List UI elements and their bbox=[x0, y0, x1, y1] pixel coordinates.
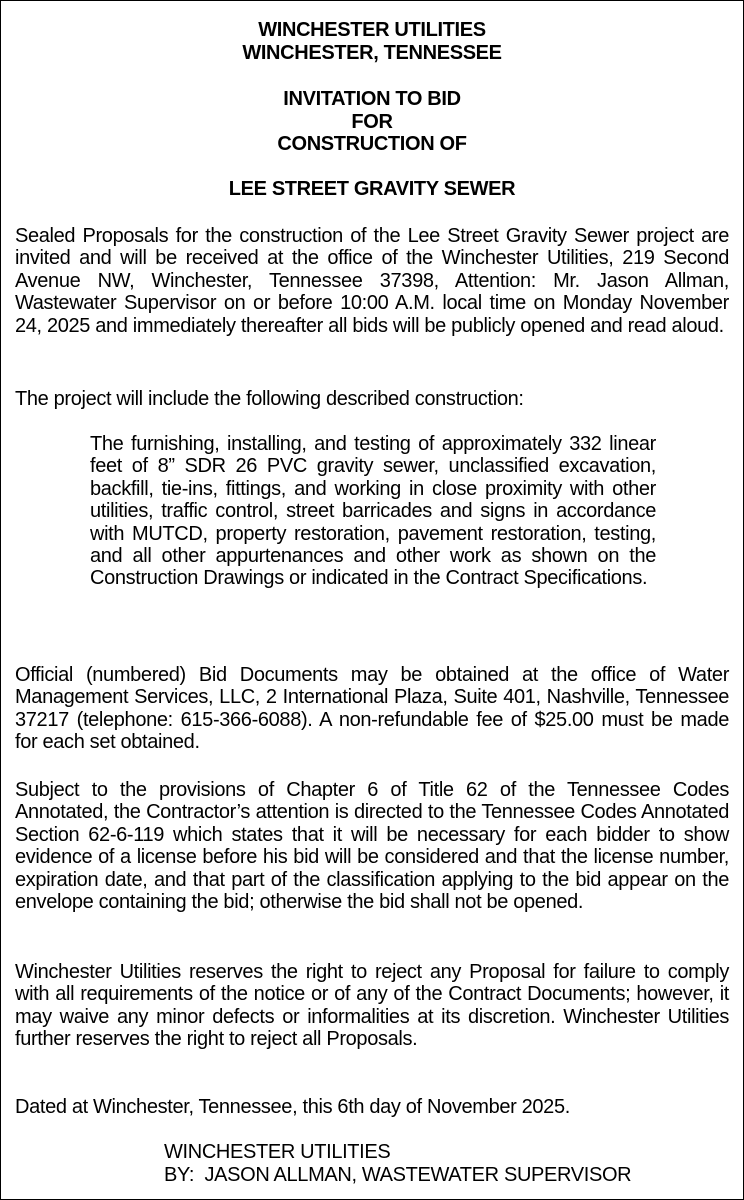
paragraph-project-intro: The project will include the following described construction: bbox=[15, 388, 524, 410]
project-title: LEE STREET GRAVITY SEWER bbox=[228, 178, 516, 200]
header-for: FOR bbox=[351, 111, 393, 133]
signature-name: JASON ALLMAN, WASTEWATER SUPERVISOR bbox=[204, 1164, 632, 1186]
header-construction-of: CONSTRUCTION OF bbox=[277, 133, 467, 155]
paragraph-bid-documents: Official (numbered) Bid Documents may be obtained at the office of Water Management Services, LLC, 2 International Plaza, Suite 401, Nashville, Tennessee 37217 (telephone: 615-366-6088). A non-refundable fee of $25.00 must be made for each set obtained. bbox=[15, 664, 729, 754]
paragraph-proposals: Sealed Proposals for the construction of the Lee Street Gravity Sewer project are invited and will be received at the office of the Winchester Utilities, 219 Second Avenue NW, Winchester, Tennessee 37398, Attention: Mr. Jason Allman, Wastewater Supervisor on or before 10:00 A.M. local time on Monday November 24, 2025 and immediately thereafter all bids will be publicly opened and read aloud. bbox=[15, 225, 729, 337]
paragraph-license-requirement: Subject to the provisions of Chapter 6 of Title 62 of the Tennessee Codes Annotated, the Contractor’s attention is directed to the Tennessee Codes Annotated Section 62-6-119 which states that it will be necessary for each bidder to show evidence of a license before his bid will be considered and that the license number, expiration date, and that part of the classification applying to the bid appear on the envelope containing the bid; otherwise the bid shall not be opened. bbox=[15, 779, 729, 914]
paragraph-reservation: Winchester Utilities reserves the right to reject any Proposal for failure to comply with all requirements of the notice or of any of the Contract Documents; however, it may waive any minor defects or informalities at its discretion. Winchester Utilities further reserves the right to reject all Proposals. bbox=[15, 961, 729, 1051]
header-org: WINCHESTER UTILITIES bbox=[258, 19, 486, 41]
paragraph-construction-scope: The furnishing, installing, and testing of approximately 332 linear feet of 8” SDR 26 PVC gravity sewer, unclassified excavation, backfill, tie-ins, fittings, and working in close proximity with other utilities, traffic control, street barricades and signs in accordance with MUTCD, property restoration, pavement restoration, testing, and all other appurtenances and other work as shown on the Construction Drawings or indicated in the Contract Specifications. bbox=[90, 433, 656, 590]
header-invite: INVITATION TO BID bbox=[283, 88, 461, 110]
header-location: WINCHESTER, TENNESSEE bbox=[242, 42, 502, 64]
signature-by-label: BY: bbox=[164, 1164, 195, 1186]
signature-org: WINCHESTER UTILITIES bbox=[164, 1141, 391, 1163]
signature-line bbox=[164, 1164, 631, 1186]
paragraph-dated: Dated at Winchester, Tennessee, this 6th day of November 2025. bbox=[15, 1096, 570, 1118]
